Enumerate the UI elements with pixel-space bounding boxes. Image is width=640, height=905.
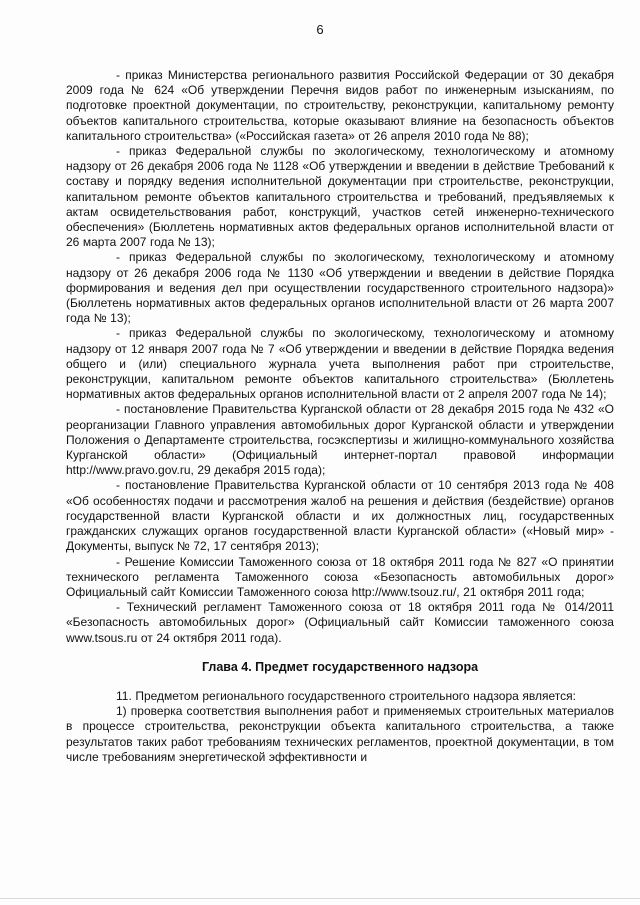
list-item: - постановление Правительства Курганской области от 10 сентября 2013 года № 408 «Об особенностях подачи и рассмотрения жалоб на решения и действия (бездействие) органов государственной власти Курганской области и их должностных лиц, государственных гражданских служащих органов государственной власти Курганской области» («Новый мир» - Документы, выпуск № 72, 17 сентября 2013);	[66, 478, 614, 554]
list-item: - Решение Комиссии Таможенного союза от 18 октября 2011 года № 827 «О принятии технического регламента Таможенного союза «Безопасность автомобильных дорог» Официальный сайт Комиссии Таможенного союза http://www.tsouz.ru/, 21 октября 2011 года;	[66, 554, 614, 599]
list-item: - приказ Министерства регионального развития Российской Федерации от 30 декабря 2009 года № 624 «Об утверждении Перечня видов работ по инженерным изысканиям, по подготовке проектной документации, по строительству, реконструкции, капитальному ремонту объектов капитального строительства, которые оказывают влияние на безопасность объектов капитального строительства» («Российская газета» от 26 апреля 2010 года № 88);	[66, 68, 614, 143]
chapter-title: Глава 4. Предмет государственного надзора	[201, 659, 479, 674]
list-item: - Технический регламент Таможенного союза от 18 октября 2011 года № 014/2011 «Безопасность автомобильных дорог» (Официальный сайт Комиссии таможенного союза www.tsous.ru от 24 октября 2011 года).	[66, 600, 614, 645]
section-paragraph: 11. Предметом регионального государственного строительного надзора является:	[116, 688, 576, 703]
page-edge-divider	[0, 898, 640, 899]
page-number: 6	[316, 22, 324, 37]
list-item: - приказ Федеральной службы по экологическому, технологическому и атомному надзору от 26 декабря 2006 года № 1130 «Об утверждении и введении в действие Порядка формирования и ведения дел при осуществлении государственного строительного надзора)» (Бюллетень нормативных актов федеральных органов исполнительной власти от 26 марта 2007 года № 13);	[66, 250, 614, 326]
list-item: - приказ Федеральной службы по экологическому, технологическому и атомному надзору от 12 января 2007 года № 7 «Об утверждении и введении в действие Порядка ведения общего и (или) специального журнала учета выполнения работ при строительстве, реконструкции, капитальном ремонте объектов капитального строительства» (Бюллетень нормативных актов федеральных органов исполнительной власти от 2 апреля 2007 года № 14);	[66, 326, 614, 402]
section-paragraph: 1) проверка соответствия выполнения работ и применяемых строительных материалов в процессе строительства, реконструкции объекта капитального строительства, а также результатов таких работ требованиям технических регламентов, проектной документации, в том числе требованиям энергетической эффективности и	[66, 704, 614, 764]
document-body	[66, 68, 614, 765]
list-item: - приказ Федеральной службы по экологическому, технологическому и атомному надзору от 26 декабря 2006 года № 1128 «Об утверждении и введении в действие Требований к составу и порядку ведения исполнительной документации при строительстве, реконструкции, капитальном ремонте объектов капитального строительства и требований, предъявляемых к актам освидетельствования работ, конструкций, участков сетей инженерно-технического обеспечения» (Бюллетень нормативных актов федеральных органов исполнительной власти от 26 марта 2007 года № 13);	[66, 144, 614, 250]
list-item: - постановление Правительства Курганской области от 28 декабря 2015 года № 432 «О реорганизации Главного управления автомобильных дорог Курганской области и утверждении Положения о Департаменте строительства, госэкспертизы и жилищно-коммунального хозяйства Курганской области» (Официальный интернет-портал правовой информации http://www.pravo.gov.ru, 29 декабря 2015 года);	[66, 402, 614, 478]
